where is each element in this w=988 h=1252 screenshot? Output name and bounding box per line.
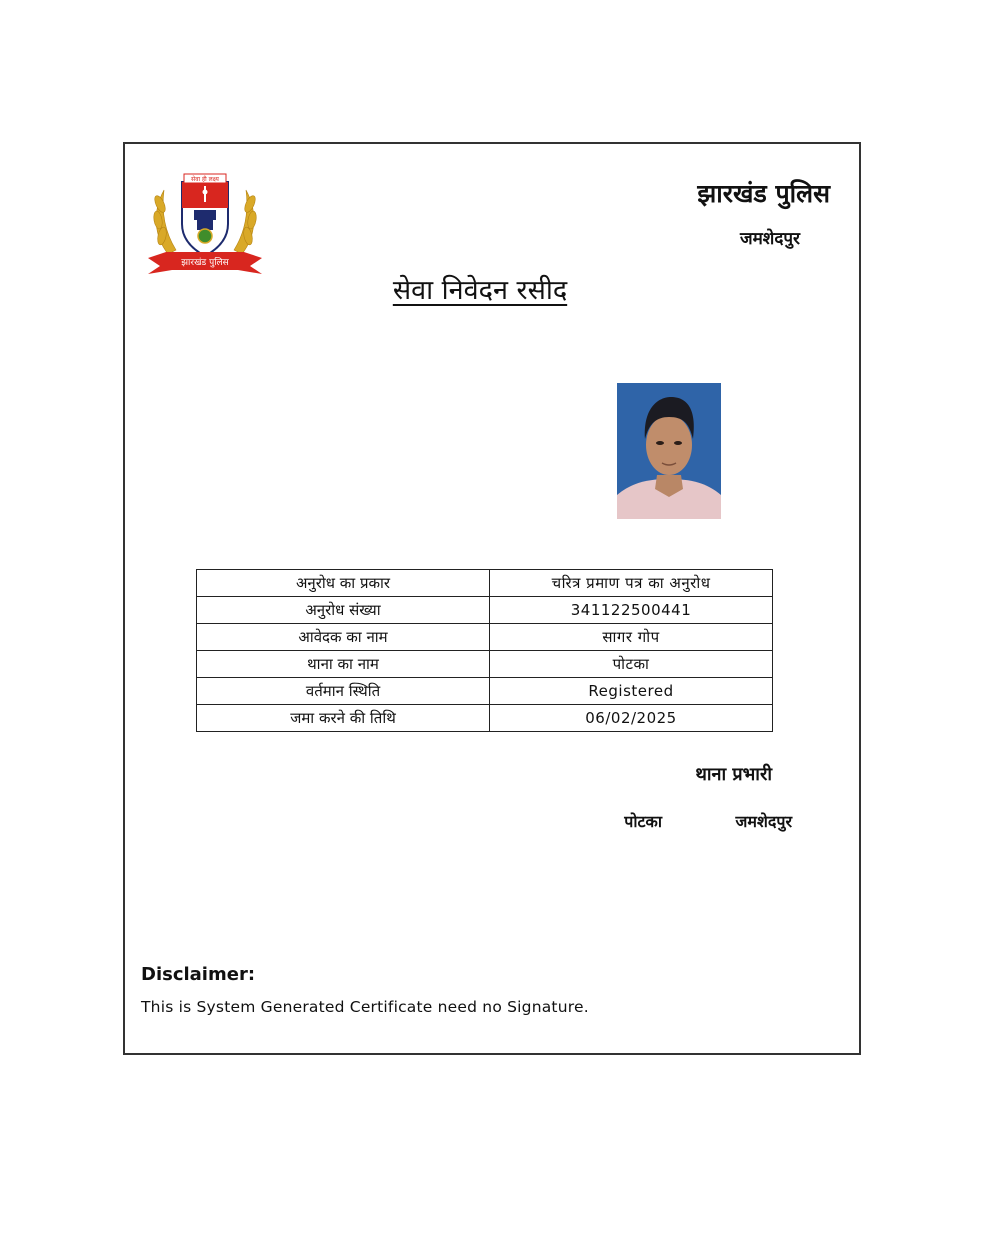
field-label: अनुरोध का प्रकार — [197, 570, 490, 597]
field-label: थाना का नाम — [197, 651, 490, 678]
table-row — [197, 678, 773, 705]
field-value: पोटका — [490, 651, 773, 678]
request-details-table — [196, 569, 773, 732]
organization-city: जमशेदपुर — [740, 229, 800, 249]
signatory-station: पोटका — [624, 812, 662, 831]
field-value: सागर गोप — [490, 624, 773, 651]
table-row — [197, 597, 773, 624]
field-value: 06/02/2025 — [490, 705, 773, 732]
document-title — [330, 270, 630, 307]
applicant-photo — [617, 383, 721, 519]
table-row — [197, 624, 773, 651]
field-label: जमा करने की तिथि — [197, 705, 490, 732]
table-row — [197, 651, 773, 678]
document-title-text: सेवा निवेदन रसीद — [392, 275, 568, 306]
field-label: वर्तमान स्थिति — [197, 678, 490, 705]
field-label: अनुरोध संख्या — [197, 597, 490, 624]
field-value: चरित्र प्रमाण पत्र का अनुरोध — [490, 570, 773, 597]
signatory-title: थाना प्रभारी — [695, 764, 772, 785]
field-value: Registered — [490, 678, 773, 705]
table-row — [197, 705, 773, 732]
field-value: 341122500441 — [490, 597, 773, 624]
disclaimer-text: This is System Generated Certificate need no Signature. — [141, 998, 589, 1016]
disclaimer-heading: Disclaimer: — [141, 964, 256, 985]
jharkhand-police-logo — [146, 170, 264, 282]
organization-name: झारखंड पुलिस — [697, 179, 830, 208]
logo-banner-text: झारखंड पुलिस — [181, 258, 229, 268]
table-row — [197, 570, 773, 597]
signatory-city: जमशेदपुर — [735, 812, 792, 831]
logo-motto-text: सेवा ही लक्ष्य — [191, 176, 219, 183]
field-label: आवेदक का नाम — [197, 624, 490, 651]
